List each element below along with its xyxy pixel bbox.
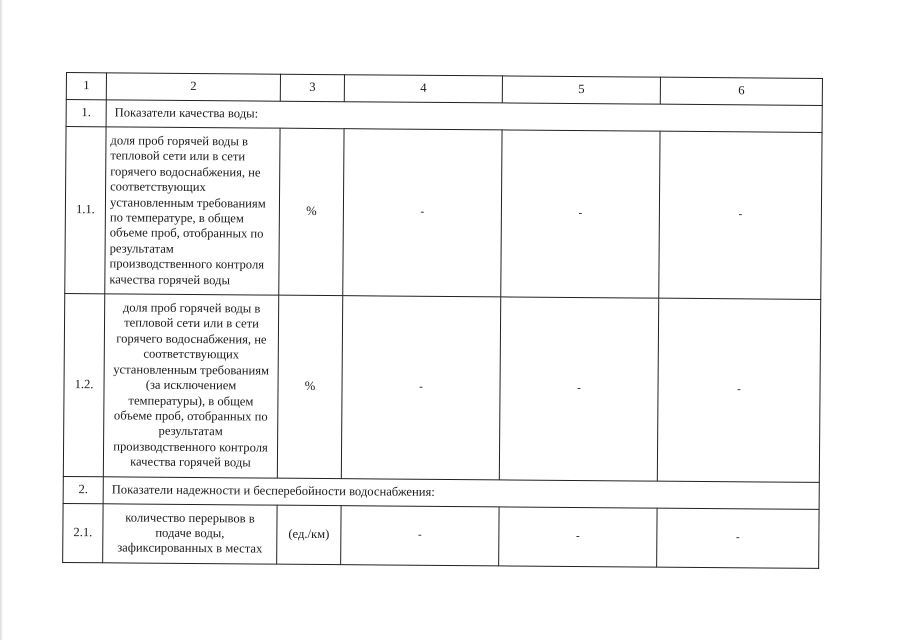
indicator-description: количество перерывов в подаче воды, зафиксированных в местах [103, 503, 277, 564]
value-cell-col5: - [501, 130, 660, 298]
table-row [63, 294, 820, 482]
value-cell-col4: - [343, 129, 502, 297]
row-number: 1.2. [63, 294, 104, 477]
indicator-description: доля проб горячей воды в тепловой сети или в сети горячего водоснабжения, не соответствующих установленным требованиям (за исключением температуры), в общем объеме проб, отобранных по результатам производственного контроля качества горячей воды [103, 294, 278, 478]
indicator-description: доля проб горячей воды в тепловой сети или в сети горячего водоснабжения, не соответствующих установленным требованиям по температуре, в общем объеме проб, отобранных по результатам производственного контроля качества горячей воды [105, 127, 280, 295]
value-cell-col6: - [657, 508, 819, 568]
indicators-table [62, 72, 823, 569]
section-number: 1. [66, 100, 106, 127]
indicators-table-wrapper [62, 72, 822, 569]
unit-cell: (ед./км) [277, 505, 341, 565]
value-cell-col5: - [499, 506, 657, 566]
row-number: 2.1. [63, 503, 103, 563]
row-number: 1.1. [65, 127, 106, 294]
column-header-5: 5 [502, 76, 660, 104]
value-cell-col6: - [659, 131, 822, 299]
page-edge-shadow [0, 0, 3, 640]
value-cell-col4: - [341, 296, 500, 480]
unit-cell: % [279, 128, 344, 296]
table-row [65, 127, 822, 300]
unit-cell: % [277, 295, 342, 478]
section-number: 2. [63, 476, 103, 503]
section-title: Показатели качества воды: [106, 100, 822, 133]
column-header-3: 3 [280, 74, 344, 102]
column-header-2: 2 [106, 73, 280, 101]
value-cell-col4: - [341, 505, 499, 565]
column-header-4: 4 [344, 75, 502, 103]
column-header-1: 1 [66, 73, 106, 100]
section-title: Показатели надежности и бесперебойности водоснабжения: [103, 476, 819, 509]
value-cell-col5: - [499, 297, 658, 481]
column-header-6: 6 [660, 77, 822, 105]
table-row [63, 503, 819, 568]
value-cell-col6: - [657, 298, 820, 482]
